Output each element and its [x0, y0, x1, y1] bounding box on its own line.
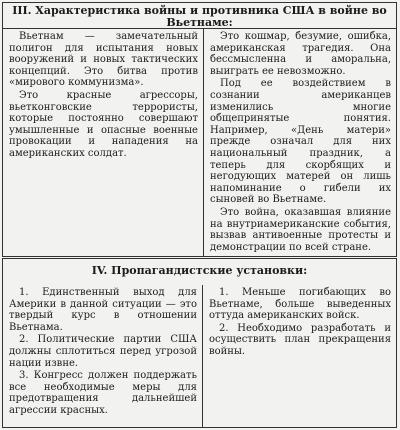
section-4-heading: [3, 259, 396, 285]
section-4-left-column: [3, 285, 202, 427]
section-4-left-item: 1. Единственный выход для Америки в данной ситуации — это твердый курс в отношении Вьетнама.: [9, 287, 197, 333]
section-4-table: [2, 258, 397, 428]
section-4-right-column: [202, 285, 396, 427]
section-3-left-paragraph: Вьетнам — замечательный полигон для испытания новых вооружений и новых тактических концепций. Это битва против «мирового коммунизма».: [9, 31, 198, 89]
section-3-right-column: [204, 29, 396, 256]
section-3-title-line-2: Вьетнаме:: [166, 16, 233, 29]
section-4-left-item: 3. Конгресс должен поддержать все необходимые меры для предотвращения дальнейшей агрессии красных.: [9, 370, 197, 416]
section-3-left-paragraph: Это красные агрессоры, вьетконговские террористы, которые постоянно совершают умышленные и опасные военные провокации и нападения на американских солдат.: [9, 89, 198, 159]
section-4-right-item: 1. Меньше погибающих во Вьетнаме, больше выведенных оттуда американских войск.: [208, 287, 391, 322]
section-3-columns: [3, 29, 396, 256]
section-3-left-column: [3, 29, 204, 256]
section-3-title-line-1: III. Характеристика войны и противника США в войне во: [12, 4, 387, 17]
section-4-right-item: 2. Необходимо разработать и осуществить план прекращения войны.: [208, 322, 391, 357]
section-4-left-item: 2. Политические партии США должны сплотиться перед угрозой нации извне.: [9, 334, 197, 369]
section-4-title: IV. Пропагандистские установки:: [91, 264, 308, 277]
section-3-heading: [3, 3, 396, 29]
section-3-right-paragraph: Под ее воздействием в сознании американцев изменились многие общепринятые понятия. Например, «День матери» прежде означал для них национальный праздник, а теперь для скорбящих и негодующих матерей он лишь напоминание о гибели их сыновей во Вьетнаме.: [209, 78, 391, 206]
section-3-right-paragraph: Это война, оказавшая влияние на внутриамериканские события, вызвав антивоенные протесты и демонстрации по всей стране.: [209, 206, 391, 253]
section-3-table: [2, 2, 397, 257]
section-4-columns: [3, 285, 396, 427]
section-3-right-paragraph: Это кошмар, безумие, ошибка, американская трагедия. Она бессмысленна и аморальна, выиграть ее невозможно.: [209, 31, 391, 77]
